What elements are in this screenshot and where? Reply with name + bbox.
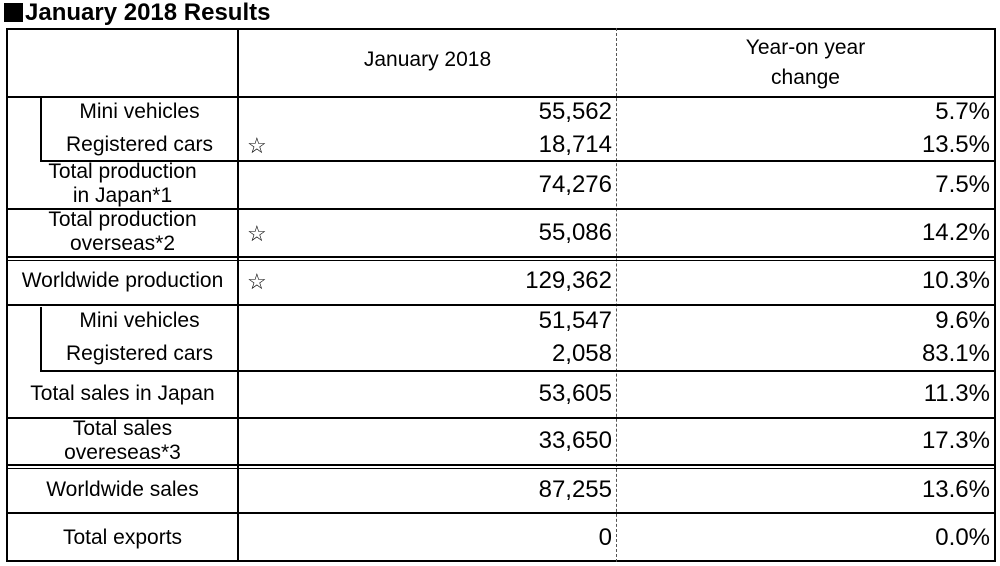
row-value: 74,276 — [538, 171, 612, 198]
row-label: Mini vehicles — [79, 309, 200, 332]
row-value: 33,650 — [538, 427, 612, 454]
row-change: 0.0% — [935, 524, 990, 551]
row-value: 129,362 — [525, 267, 612, 294]
row-divider-overseas-top — [6, 256, 996, 258]
row-value: 53,605 — [538, 380, 612, 407]
row-change: 10.3% — [921, 267, 990, 294]
row-label: Total exports — [62, 526, 183, 549]
row-label: Registered cars — [65, 342, 214, 365]
star-icon: ☆ — [247, 221, 267, 246]
row-label-line2: in Japan*1 — [72, 184, 173, 207]
row-change: 9.6% — [935, 307, 990, 334]
row-change: 7.5% — [935, 171, 990, 198]
results-table — [6, 28, 996, 562]
header-change-line1: Year-on year — [745, 36, 866, 59]
row-change: 14.2% — [921, 219, 990, 246]
row-divider-sales-overseas-bottom — [6, 468, 996, 469]
row-value: 51,547 — [538, 307, 612, 334]
row-value: 0 — [598, 524, 612, 551]
row-label-line2: overeseas*3 — [64, 441, 181, 464]
row-divider-worldwide-production — [6, 304, 996, 306]
title-text: January 2018 Results — [25, 0, 271, 26]
row-value: 55,562 — [538, 98, 612, 125]
row-label: Mini vehicles — [79, 100, 200, 123]
row-label: Worldwide production — [21, 269, 224, 292]
row-change: 13.5% — [921, 131, 990, 158]
row-change: 5.7% — [935, 98, 990, 125]
row-label: Worldwide sales — [46, 478, 199, 501]
star-icon: ☆ — [247, 133, 267, 158]
row-label: Total sales in Japan — [30, 382, 215, 405]
row-label: Registered cars — [65, 133, 214, 156]
row-change: 17.3% — [921, 427, 990, 454]
row-value: 2,058 — [551, 340, 612, 367]
table-border-bottom — [6, 560, 996, 562]
row-change: 11.3% — [923, 380, 990, 407]
star-icon: ☆ — [247, 269, 267, 294]
row-label-line2: overseas*2 — [69, 232, 176, 255]
header-change-line2: change — [771, 66, 840, 89]
row-label-line1: Total sales — [72, 417, 173, 440]
row-label-line1: Total production — [48, 160, 197, 183]
row-label-line1: Total production — [48, 208, 197, 231]
header-month: January 2018 — [363, 48, 492, 71]
row-value: 55,086 — [538, 219, 612, 246]
row-change: 13.6% — [921, 476, 990, 503]
row-change: 83.1% — [921, 340, 990, 367]
page-title — [4, 0, 270, 28]
table-border-top — [6, 28, 996, 30]
row-divider-worldwide-sales — [6, 512, 996, 514]
table-border-right — [994, 28, 996, 562]
row-divider-overseas-bottom — [6, 260, 996, 261]
row-value: 18,714 — [538, 131, 612, 158]
row-value: 87,255 — [538, 476, 612, 503]
row-divider-registered-sales — [40, 370, 996, 372]
black-square-icon — [4, 3, 23, 22]
